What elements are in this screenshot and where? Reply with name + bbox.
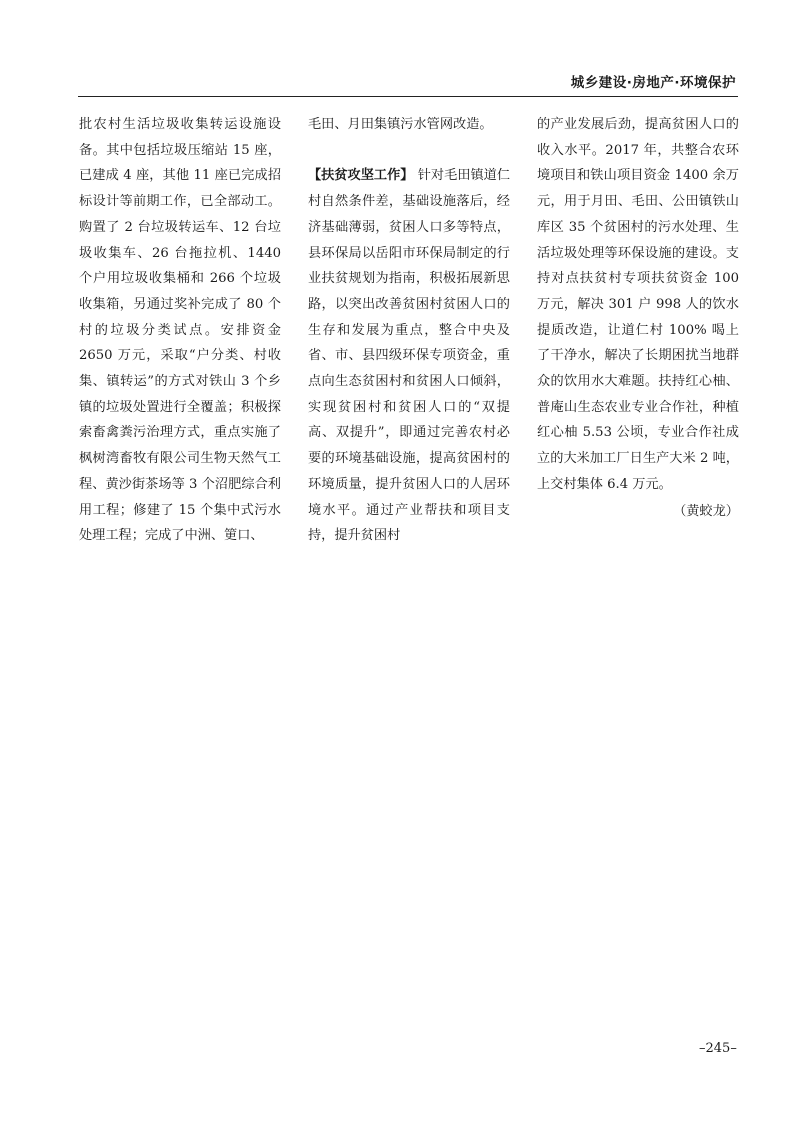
section-header-title: 城乡建设·房地产·环境保护 <box>570 75 736 91</box>
section-heading-poverty-alleviation: 【扶贫攻坚工作】 <box>308 168 414 184</box>
paragraph-waste-facilities: 批农村生活垃圾收集转运设施设备。其中包括垃圾压缩站 15 座，已建成 4 座，其他 11 座已完成招标设计等前期工作，已全部动工。购置了 2 台垃圾转运车、12 台垃圾收集车、26 台拖拉机、1440 个户用垃圾收集桶和 266 个垃圾收集箱，另通过奖补完成了 80 个村的垃圾分类试点。安排资金 2650 万元，采取“户分类、村收集、镇转运”的方式对铁山 3 个乡镇的垃圾处置进行全覆盖；积极探索畜禽粪污治理方式，重点实施了枫树湾畜牧有限公司生物天然气工程、黄沙街茶场等 3 个沼肥综合利用工程；修建了 15 个集中式污水处理工程；完成了中洲、筻口、 <box>79 117 281 544</box>
paragraph-sewage-network: 毛田、月田集镇污水管网改造。 <box>308 117 493 132</box>
paragraph-poverty-alleviation <box>308 163 510 549</box>
author-credit: （黄蛟龙） <box>673 503 739 519</box>
paragraph-poverty-alleviation-continued: 的产业发展后劲，提高贫困人口的收入水平。2017 年，共整合农环境项目和铁山项目资金 1400 余万元，用于月田、毛田、公田镇铁山库区 35 个贫困村的污水处理、生活垃圾处理等环保设施的建设。支持对点扶贫村专项扶贫资金 100 万元，解决 301 户 998 人的饮水提质改造，让道仁村 100% 喝上了干净水，解决了长期困扰当地群众的饮用水大难题。扶持红心柚、普庵山生态农业专业合作社，种植红心柚 5.53 公顷，专业合作社成立的大米加工厂日生产大米 2 吨，上交村集体 6.4 万元。 <box>537 117 739 492</box>
poverty-alleviation-body: 针对毛田镇道仁村自然条件差，基础设施落后，经济基础薄弱，贫困人口多等特点，县环保局以岳阳市环保局制定的行业扶贫规划为指南，积极拓展新思路，以突出改善贫困村贫困人口的生存和发展为重点，整合中央及省、市、县四级环保专项资金，重点向生态贫困村和贫困人口倾斜，实现贫困村和贫困人口的“双提高、双提升”，即通过完善农村必要的环境基础设施，提高贫困村的环境质量，提升贫困人口的人居环境水平。通过产业帮扶和项目支持，提升贫困村 <box>308 168 511 544</box>
page-number: –245– <box>699 1041 737 1056</box>
text-column-1 <box>79 112 281 549</box>
text-column-3 <box>537 112 739 524</box>
running-header <box>78 64 738 97</box>
text-column-2 <box>308 112 510 549</box>
